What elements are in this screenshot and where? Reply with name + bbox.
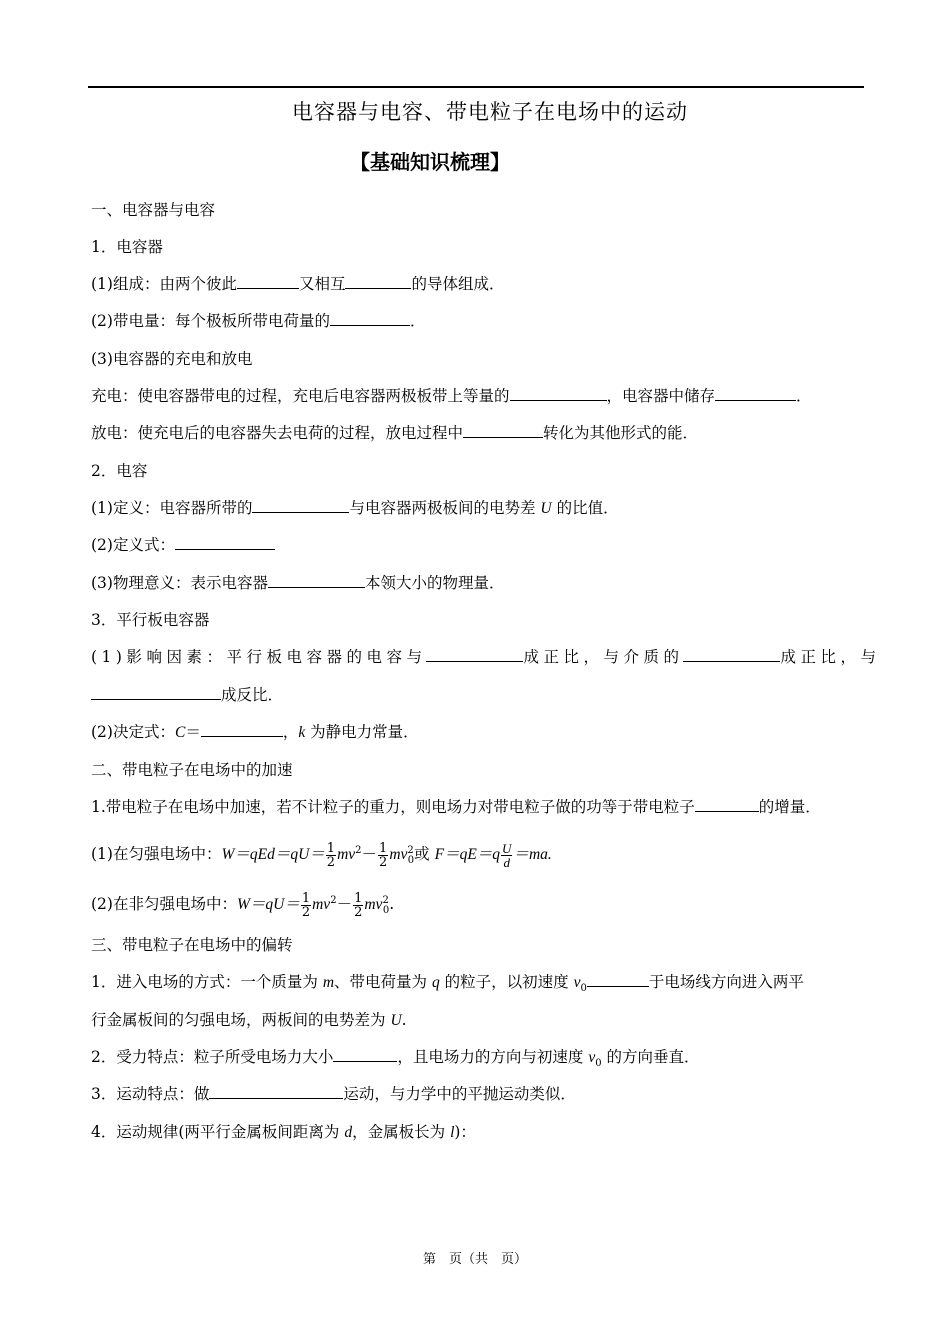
paragraph-definition: (1)定义：电容器所带的 与电容器两极板间的电势差 U 的比值． — [91, 499, 619, 517]
paragraph-uniform-field: (1)在匀强电场中：W＝qEd＝qU＝ $\frac{1}{2}$ $mv^2-$ $\frac{1}{2}$ $mv^2_0$或 F＝qE＝q $\frac{U}{d}$ ＝ma. — [91, 840, 552, 870]
blank — [330, 311, 410, 326]
paragraph-motion-law: 4．运动规律(两平行金属板间距离为 d，金属板长为 l)： — [91, 1123, 476, 1141]
fraction-half: $\frac{1}{2}$ — [326, 840, 336, 870]
blank — [683, 647, 780, 662]
paragraph-nonuniform-field: (2)在非匀强电场中：W＝qU＝ $\frac{1}{2}$ $mv^2-$ $\frac{1}{2}$ $mv^2_0$. — [91, 890, 395, 920]
paragraph-discharge: 放电：使充电后的电容器失去电荷的过程，放电过程中 转化为其他形式的能． — [91, 424, 699, 442]
paragraph-decision-formula: (2)决定式：C＝ ，k 为静电力常量． — [91, 723, 419, 741]
paragraph-entry-method-cont: 行金属板间的匀强电场，两板间的电势差为 U. — [91, 1011, 407, 1029]
paragraph-charging: 充电：使电容器带电的过程，充电后电容器两极板带上等量的 ，电容器中储存 ． — [91, 387, 812, 405]
paragraph-force: 2．受力特点：粒子所受电场力大小 ，且电场力的方向与初速度 $v_0$ 的方向垂直． — [91, 1048, 700, 1069]
fraction-u-over-d: $\frac{U}{d}$ — [502, 840, 512, 870]
paragraph-factors-cont: 成反比． — [91, 685, 283, 705]
blank — [587, 972, 649, 987]
subheading-parallel-plate: 3．平行板电容器 — [91, 611, 210, 629]
section-subtitle: 【基础知识梳理】 — [350, 150, 510, 174]
blank — [333, 1047, 397, 1062]
subheading-capacitance: 2．电容 — [91, 462, 148, 480]
page-title: 电容器与电容、带电粒子在电场中的运动 — [292, 100, 688, 124]
paragraph-motion: 3．运动特点：做 运动，与力学中的平抛运动类似． — [91, 1085, 576, 1103]
subheading-capacitor: 1．电容器 — [91, 238, 163, 256]
blank — [510, 386, 607, 401]
blank — [91, 685, 221, 700]
blank — [237, 274, 299, 289]
section-heading-acceleration: 二、带电粒子在电场中的加速 — [91, 761, 293, 779]
paragraph-work-energy: 1.带电粒子在电场中加速，若不计粒子的重力，则电场力对带电粒子做的功等于带电粒子 的增量． — [91, 798, 821, 816]
fraction-half: $\frac{1}{2}$ — [354, 890, 363, 920]
paragraph-formula: (2)定义式： — [91, 535, 275, 555]
blank — [345, 274, 411, 289]
fraction-half: $\frac{1}{2}$ — [379, 840, 388, 870]
page-footer: 第 页（共 页） — [422, 1252, 527, 1267]
paragraph-factors: (1)影响因素：平行板电容器的电容与 成正比，与介质的 成正比，与 — [91, 648, 881, 666]
blank — [175, 535, 275, 550]
fraction-half: $\frac{1}{2}$ — [301, 890, 311, 920]
blank — [463, 423, 543, 438]
blank — [695, 797, 759, 812]
blank — [209, 1084, 343, 1099]
blank — [201, 722, 283, 737]
top-rule — [88, 86, 864, 88]
paragraph-charge: (2)带电量：每个极板所带电荷量的 ． — [91, 312, 426, 330]
blank — [715, 386, 796, 401]
section-heading-deflection: 三、带电粒子在电场中的偏转 — [91, 936, 293, 954]
blank — [268, 573, 365, 588]
paragraph-entry-method: 1．进入电场的方式：一个质量为 m、带电荷量为 q 的粒子，以初速度 $v_0$ 于电场线方向进入两平 — [91, 973, 804, 994]
section-heading-capacitor: 一、电容器与电容 — [91, 201, 216, 219]
paragraph-composition: (1)组成：由两个彼此 又相互 的导体组成． — [91, 275, 505, 293]
blank — [252, 498, 349, 513]
paragraph-meaning: (3)物理意义：表示电容器 本领大小的物理量． — [91, 574, 505, 592]
paragraph-charging-heading: (3)电容器的充电和放电 — [91, 350, 253, 368]
blank — [426, 647, 523, 662]
